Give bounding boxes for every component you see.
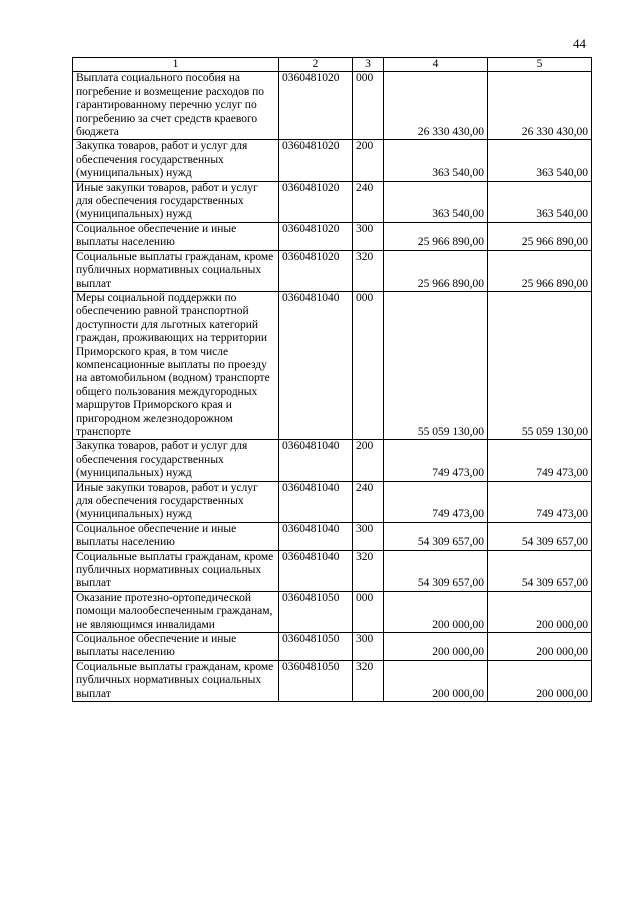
row-code: 0360481040	[279, 550, 353, 591]
row-kind: 200	[353, 140, 384, 181]
table-row	[73, 222, 592, 250]
row-amount-2: 363 540,00	[488, 140, 592, 181]
row-name: Социальное обеспечение и иные выплаты населению	[73, 633, 279, 661]
row-amount-1: 200 000,00	[384, 633, 488, 661]
budget-table	[72, 57, 592, 702]
row-amount-2: 749 473,00	[488, 440, 592, 481]
row-kind: 000	[353, 291, 384, 439]
row-amount-2: 25 966 890,00	[488, 222, 592, 250]
row-amount-2: 363 540,00	[488, 181, 592, 222]
row-code: 0360481020	[279, 181, 353, 222]
row-amount-1: 363 540,00	[384, 181, 488, 222]
row-amount-1: 200 000,00	[384, 591, 488, 632]
row-amount-2: 749 473,00	[488, 481, 592, 522]
table-row	[73, 633, 592, 661]
row-code: 0360481020	[279, 72, 353, 140]
row-amount-2: 26 330 430,00	[488, 72, 592, 140]
table-row	[73, 250, 592, 291]
table-row	[73, 440, 592, 481]
row-name: Закупка товаров, работ и услуг для обеспечения государственных (муниципальных) нужд	[73, 140, 279, 181]
header-col-2: 2	[279, 58, 353, 72]
row-code: 0360481040	[279, 440, 353, 481]
row-code: 0360481040	[279, 522, 353, 550]
row-kind: 240	[353, 481, 384, 522]
row-name: Социальные выплаты гражданам, кроме публичных нормативных социальных выплат	[73, 660, 279, 701]
row-amount-2: 200 000,00	[488, 633, 592, 661]
row-amount-1: 26 330 430,00	[384, 72, 488, 140]
row-kind: 300	[353, 522, 384, 550]
row-name: Социальные выплаты гражданам, кроме публичных нормативных социальных выплат	[73, 550, 279, 591]
page-number: 44	[573, 36, 586, 51]
table-row	[73, 660, 592, 701]
row-name: Выплата социального пособия на погребение и возмещение расходов по гарантированному перечню услуг по погребению за счет средств краевого бюджета	[73, 72, 279, 140]
table-row	[73, 291, 592, 439]
row-amount-1: 363 540,00	[384, 140, 488, 181]
row-name: Закупка товаров, работ и услуг для обеспечения государственных (муниципальных) нужд	[73, 440, 279, 481]
row-code: 0360481050	[279, 633, 353, 661]
row-amount-1: 55 059 130,00	[384, 291, 488, 439]
header-col-4: 4	[384, 58, 488, 72]
header-col-5: 5	[488, 58, 592, 72]
row-name: Иные закупки товаров, работ и услуг для обеспечения государственных (муниципальных) нужд	[73, 481, 279, 522]
table-row	[73, 181, 592, 222]
table-body	[73, 72, 592, 702]
row-kind: 000	[353, 591, 384, 632]
row-kind: 000	[353, 72, 384, 140]
row-name: Меры социальной поддержки по обеспечению равной транспортной доступности для льготных категорий граждан, проживающих на территории Приморского края, в том числе компенсационные выплаты по проезду на автомобильном (водном) транспорте общего пользования междугородных маршрутов Приморского края и пригородном железнодорожном транспорте	[73, 291, 279, 439]
row-kind: 200	[353, 440, 384, 481]
row-kind: 300	[353, 633, 384, 661]
header-row	[73, 58, 592, 72]
row-code: 0360481050	[279, 591, 353, 632]
header-col-1: 1	[73, 58, 279, 72]
table-header	[73, 58, 592, 72]
row-code: 0360481020	[279, 250, 353, 291]
row-kind: 320	[353, 660, 384, 701]
row-amount-1: 54 309 657,00	[384, 550, 488, 591]
row-kind: 320	[353, 550, 384, 591]
row-kind: 240	[353, 181, 384, 222]
row-kind: 320	[353, 250, 384, 291]
table-row	[73, 550, 592, 591]
row-code: 0360481020	[279, 222, 353, 250]
row-name: Социальное обеспечение и иные выплаты населению	[73, 222, 279, 250]
row-kind: 300	[353, 222, 384, 250]
row-name: Иные закупки товаров, работ и услуг для обеспечения государственных (муниципальных) нужд	[73, 181, 279, 222]
row-amount-2: 54 309 657,00	[488, 550, 592, 591]
row-amount-1: 749 473,00	[384, 481, 488, 522]
row-code: 0360481040	[279, 481, 353, 522]
row-amount-1: 200 000,00	[384, 660, 488, 701]
row-amount-1: 25 966 890,00	[384, 222, 488, 250]
header-col-3: 3	[353, 58, 384, 72]
row-code: 0360481020	[279, 140, 353, 181]
table-row	[73, 481, 592, 522]
row-name: Социальное обеспечение и иные выплаты населению	[73, 522, 279, 550]
row-amount-1: 54 309 657,00	[384, 522, 488, 550]
row-amount-1: 25 966 890,00	[384, 250, 488, 291]
row-amount-1: 749 473,00	[384, 440, 488, 481]
row-amount-2: 200 000,00	[488, 660, 592, 701]
table-row	[73, 591, 592, 632]
row-name: Оказание протезно-ортопедической помощи малообеспеченным гражданам, не являющимся инвалидами	[73, 591, 279, 632]
table-row	[73, 72, 592, 140]
table-row	[73, 140, 592, 181]
row-amount-2: 54 309 657,00	[488, 522, 592, 550]
row-amount-2: 25 966 890,00	[488, 250, 592, 291]
row-amount-2: 200 000,00	[488, 591, 592, 632]
table-row	[73, 522, 592, 550]
row-code: 0360481040	[279, 291, 353, 439]
row-name: Социальные выплаты гражданам, кроме публичных нормативных социальных выплат	[73, 250, 279, 291]
row-code: 0360481050	[279, 660, 353, 701]
row-amount-2: 55 059 130,00	[488, 291, 592, 439]
